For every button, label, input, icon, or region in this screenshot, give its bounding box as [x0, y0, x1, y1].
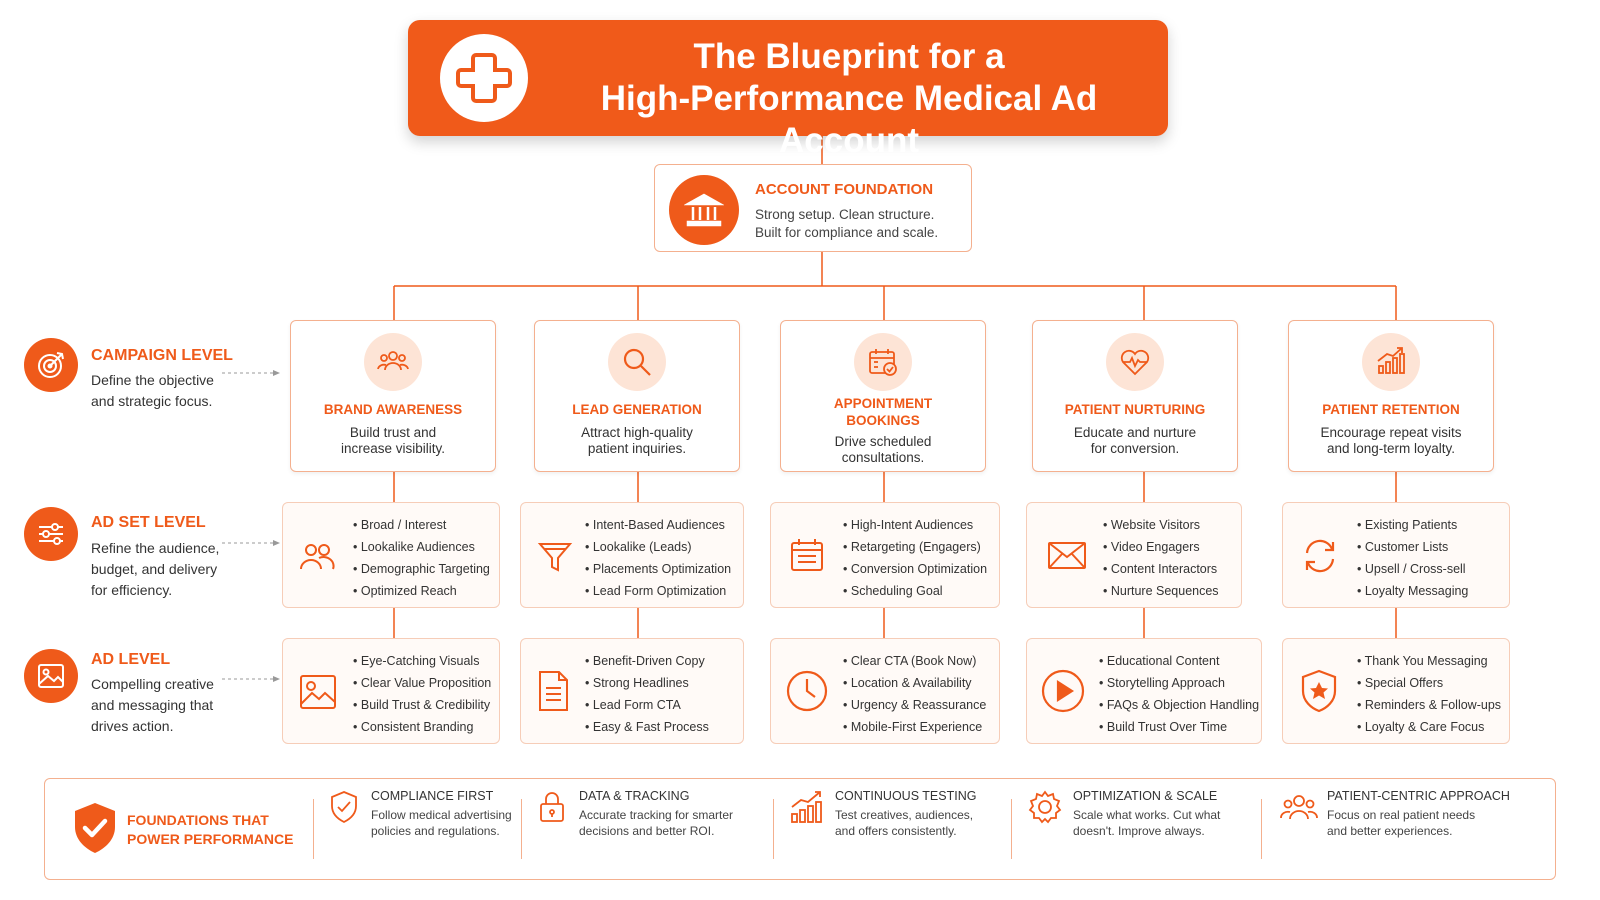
list-item: • Intent-Based Audiences	[585, 514, 731, 536]
ad-set-level-desc-line: for efficiency.	[91, 582, 173, 598]
list-item: • Scheduling Goal	[843, 580, 987, 602]
ad-box-brand-awareness	[282, 638, 500, 744]
list-item: • Clear CTA (Book Now)	[843, 650, 986, 672]
ad-list	[353, 650, 491, 738]
ad-set-level-title: AD SET LEVEL	[91, 514, 206, 531]
campaign-desc: and long-term loyalty.	[1326, 441, 1456, 456]
adset-list	[353, 514, 490, 602]
footer-title	[127, 811, 293, 849]
list-item: • Upsell / Cross-sell	[1357, 558, 1468, 580]
list-item: • Loyalty Messaging	[1357, 580, 1468, 602]
ad-level-desc-line: Compelling creative	[91, 676, 214, 692]
list-item: • Lead Form Optimization	[585, 580, 731, 602]
foundation-desc-line-1: Strong setup. Clean structure.	[755, 207, 935, 222]
campaign-desc: Build trust and	[349, 425, 437, 440]
campaign-title: PATIENT NURTURING	[1064, 402, 1206, 417]
target-icon	[24, 338, 78, 392]
footer-item-title: COMPLIANCE FIRST	[371, 789, 494, 803]
list-item: • Build Trust Over Time	[1099, 716, 1259, 738]
list-item: • Content Interactors	[1103, 558, 1219, 580]
ad-box-patient-nurturing	[1026, 638, 1262, 744]
footer-item-desc	[835, 807, 973, 839]
list-item: • Consistent Branding	[353, 716, 491, 738]
list-item: • Strong Headlines	[585, 672, 709, 694]
image-icon	[24, 649, 78, 703]
footer-item-title: CONTINUOUS TESTING	[835, 789, 977, 803]
ad-set-level-desc-line: Refine the audience,	[91, 540, 220, 556]
adset-box-patient-nurturing	[1026, 502, 1242, 608]
medical-cross-icon	[440, 34, 528, 122]
search-icon	[608, 333, 666, 391]
footer-item-desc	[579, 807, 733, 839]
shield-check-outline-icon	[329, 789, 359, 825]
people-icon	[364, 333, 422, 391]
list-item: • Thank You Messaging	[1357, 650, 1501, 672]
foundations-footer	[44, 778, 1556, 880]
footer-desc-line: Scale what works. Cut what	[1073, 808, 1221, 822]
ad-list	[843, 650, 986, 738]
list-item: • Lookalike (Leads)	[585, 536, 731, 558]
footer-item-desc	[1327, 807, 1475, 839]
campaign-title: APPOINTMENT	[833, 396, 933, 411]
campaign-box-lead-generation	[534, 320, 740, 472]
footer-desc-line: and better experiences.	[1327, 824, 1453, 838]
list-item: • Urgency & Reassurance	[843, 694, 986, 716]
list-item: • Customer Lists	[1357, 536, 1468, 558]
footer-desc-line: and offers consistently.	[835, 824, 957, 838]
ad-level-desc	[91, 674, 214, 737]
list-item: • Loyalty & Care Focus	[1357, 716, 1501, 738]
adset-box-patient-retention	[1282, 502, 1510, 608]
group-icon	[1279, 791, 1319, 825]
footer-title-line: FOUNDATIONS THAT	[127, 812, 269, 828]
institution-building-icon	[669, 175, 739, 245]
title-banner	[408, 20, 1168, 160]
ad-box-appointment-bookings	[770, 638, 1000, 744]
campaign-desc: increase visibility.	[340, 441, 446, 456]
users-icon	[297, 537, 337, 577]
adset-box-appointment-bookings	[770, 502, 1000, 608]
footer-item-desc	[371, 807, 512, 839]
campaign-box-patient-nurturing	[1032, 320, 1238, 472]
foundation-desc-line-2: Built for compliance and scale.	[755, 225, 939, 240]
ad-list	[1357, 650, 1501, 738]
title-line-1: The Blueprint for a	[693, 37, 1005, 76]
list-item: • Video Engagers	[1103, 536, 1219, 558]
footer-divider	[1011, 799, 1012, 859]
clock-icon	[783, 667, 831, 715]
list-item: • Location & Availability	[843, 672, 986, 694]
list-item: • Lookalike Audiences	[353, 536, 490, 558]
campaign-desc: consultations.	[841, 450, 925, 465]
adset-box-brand-awareness	[282, 502, 500, 608]
footer-item-desc	[1073, 807, 1220, 839]
adset-list	[843, 514, 987, 602]
sliders-icon	[24, 507, 78, 561]
heart-pulse-icon	[1106, 333, 1164, 391]
ad-list	[585, 650, 709, 738]
footer-desc-line: Accurate tracking for smarter	[579, 808, 734, 822]
foundation-title: ACCOUNT FOUNDATION	[755, 181, 934, 198]
campaign-title: PATIENT RETENTION	[1322, 402, 1460, 417]
footer-desc-line: policies and regulations.	[371, 824, 500, 838]
adset-list	[1357, 514, 1468, 602]
footer-divider	[313, 799, 314, 859]
campaign-title: BOOKINGS	[846, 413, 920, 428]
account-foundation-box	[654, 164, 972, 252]
list-item: • Clear Value Proposition	[353, 672, 491, 694]
list-item: • Lead Form CTA	[585, 694, 709, 716]
list-item: • Demographic Targeting	[353, 558, 490, 580]
footer-desc-line: Focus on real patient needs	[1327, 808, 1476, 822]
list-item: • Placements Optimization	[585, 558, 731, 580]
ad-level-title: AD LEVEL	[91, 651, 171, 668]
picture-icon	[297, 671, 339, 713]
adset-list	[585, 514, 731, 602]
envelope-icon	[1045, 535, 1089, 575]
page-title	[544, 36, 1154, 162]
footer-desc-line: Test creatives, audiences,	[835, 808, 974, 822]
list-item: • Conversion Optimization	[843, 558, 987, 580]
list-item: • FAQs & Objection Handling	[1099, 694, 1259, 716]
list-item: • Optimized Reach	[353, 580, 490, 602]
campaign-box-appointment-bookings	[780, 320, 986, 472]
campaign-level-title: CAMPAIGN LEVEL	[91, 347, 233, 364]
list-item: • Retargeting (Engagers)	[843, 536, 987, 558]
footer-title-line: POWER PERFORMANCE	[127, 831, 294, 847]
ad-set-level-desc-line: budget, and delivery	[91, 561, 218, 577]
title-line-2: High-Performance Medical Ad Account	[600, 79, 1098, 160]
list-item: • Mobile-First Experience	[843, 716, 986, 738]
campaign-box-brand-awareness	[290, 320, 496, 472]
shield-star-icon	[1297, 667, 1341, 715]
bar-chart-icon	[789, 789, 825, 825]
ad-box-patient-retention	[1282, 638, 1510, 744]
shield-check-icon	[71, 801, 119, 855]
list-item: • Broad / Interest	[353, 514, 490, 536]
campaign-desc: Educate and nurture	[1073, 425, 1197, 440]
list-item: • Easy & Fast Process	[585, 716, 709, 738]
ad-set-level-desc	[91, 538, 219, 601]
footer-item-title: PATIENT-CENTRIC APPROACH	[1327, 789, 1510, 803]
footer-desc-line: decisions and better ROI.	[579, 824, 715, 838]
campaign-level-desc-line: and strategic focus.	[91, 393, 213, 409]
list-item: • High-Intent Audiences	[843, 514, 987, 536]
campaign-level-desc	[91, 370, 214, 412]
footer-item-title: OPTIMIZATION & SCALE	[1073, 789, 1218, 803]
list-item: • Build Trust & Credibility	[353, 694, 491, 716]
campaign-desc: for conversion.	[1090, 441, 1180, 456]
campaign-desc: Encourage repeat visits	[1320, 425, 1462, 440]
calendar-check-icon	[854, 333, 912, 391]
campaign-title: BRAND AWARENESS	[323, 402, 463, 417]
campaign-desc: patient inquiries.	[587, 441, 687, 456]
growth-chart-icon	[1362, 333, 1420, 391]
adset-box-lead-generation	[520, 502, 744, 608]
ad-list	[1099, 650, 1259, 738]
ad-level-desc-line: drives action.	[91, 718, 174, 734]
footer-desc-line: doesn't. Improve always.	[1073, 824, 1205, 838]
list-item: • Nurture Sequences	[1103, 580, 1219, 602]
list-item: • Eye-Catching Visuals	[353, 650, 491, 672]
list-item: • Educational Content	[1099, 650, 1259, 672]
ad-level-desc-line: and messaging that	[91, 697, 214, 713]
document-icon	[533, 669, 573, 713]
refresh-icon	[1299, 535, 1341, 577]
play-icon	[1039, 667, 1087, 715]
ad-box-lead-generation	[520, 638, 744, 744]
campaign-title: LEAD GENERATION	[572, 402, 702, 417]
campaign-level-desc-line: Define the objective	[91, 372, 214, 388]
list-item: • Storytelling Approach	[1099, 672, 1259, 694]
footer-divider	[521, 799, 522, 859]
list-item: • Reminders & Follow-ups	[1357, 694, 1501, 716]
footer-divider	[1261, 799, 1262, 859]
campaign-box-patient-retention	[1288, 320, 1494, 472]
lock-icon	[537, 789, 567, 825]
list-item: • Benefit-Driven Copy	[585, 650, 709, 672]
campaign-desc: Attract high-quality	[581, 425, 693, 440]
calendar-icon	[787, 535, 827, 575]
gear-icon	[1027, 789, 1063, 825]
list-item: • Website Visitors	[1103, 514, 1219, 536]
adset-list	[1103, 514, 1219, 602]
funnel-icon	[535, 537, 575, 577]
footer-desc-line: Follow medical advertising	[371, 808, 512, 822]
list-item: • Special Offers	[1357, 672, 1501, 694]
list-item: • Existing Patients	[1357, 514, 1468, 536]
campaign-desc: Drive scheduled	[834, 434, 932, 449]
footer-divider	[773, 799, 774, 859]
footer-item-title: DATA & TRACKING	[579, 789, 690, 803]
